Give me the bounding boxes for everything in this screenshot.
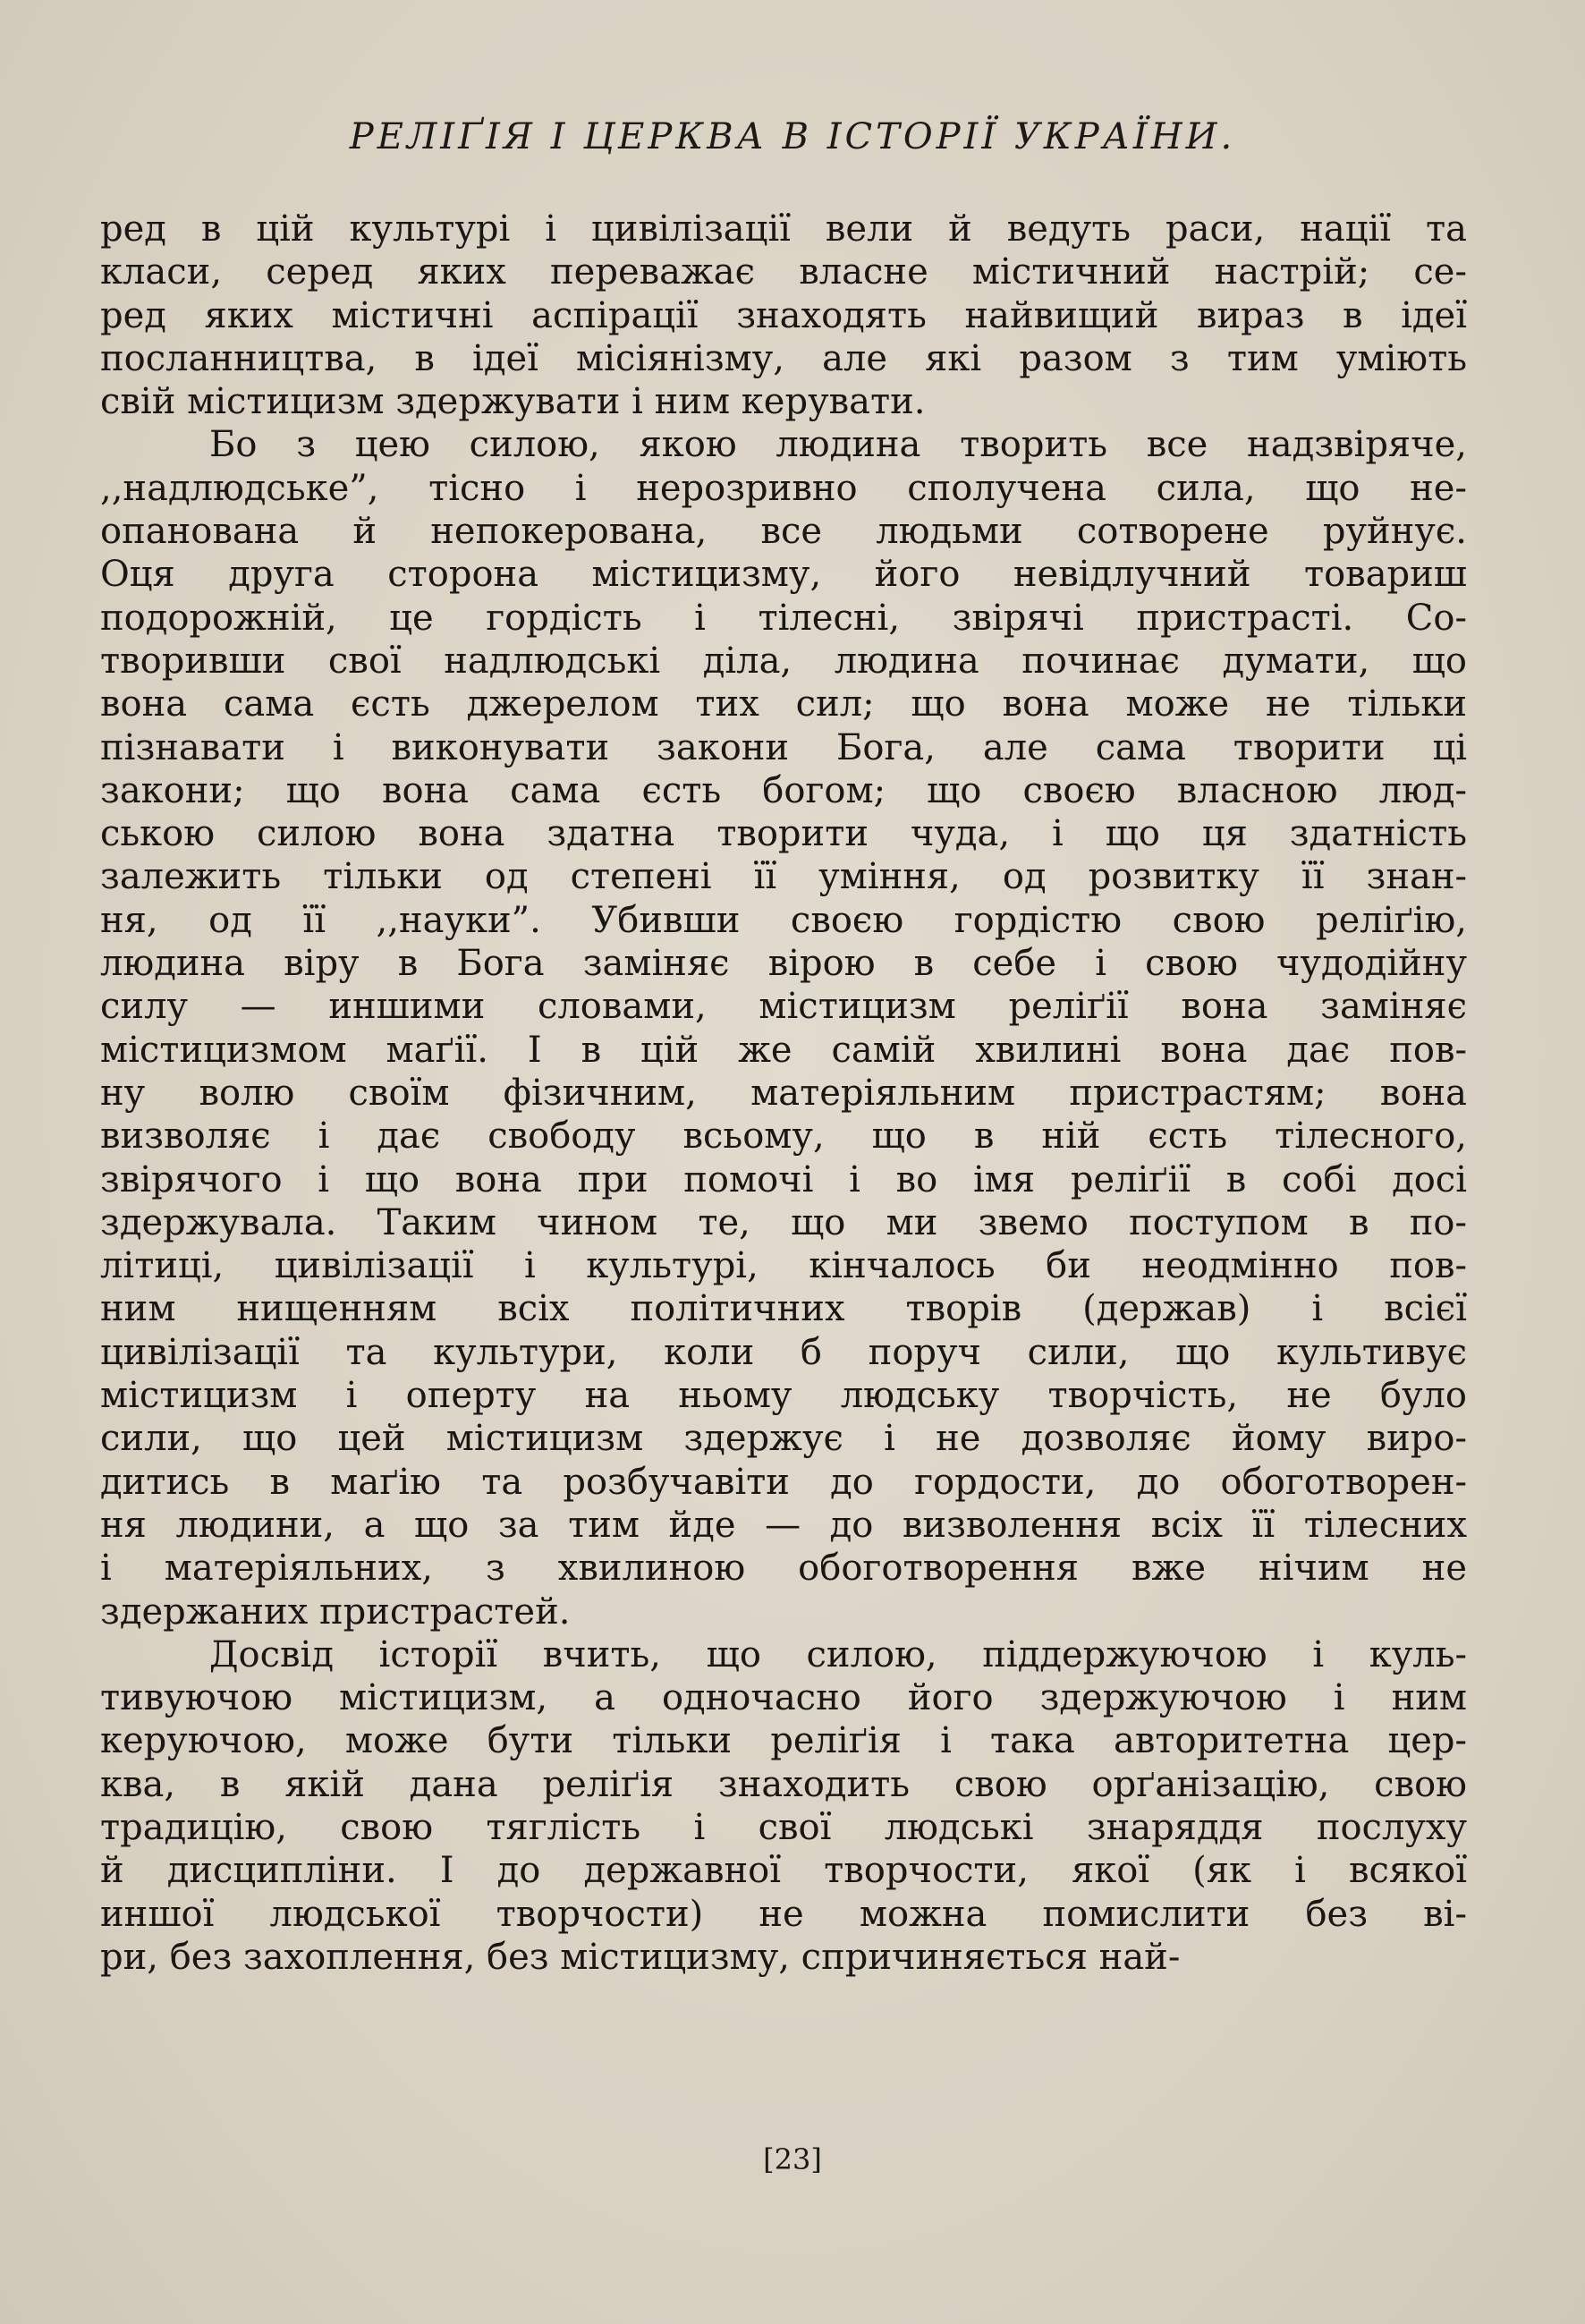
text-line: ред яких містичні аспірації знаходять найвищий вираз в ідеї	[100, 294, 1467, 336]
text-line: здержаних пристрастей.	[100, 1590, 571, 1633]
text-line: сили, що цей містицизм здержує і не дозволяє йому виро-	[100, 1418, 1467, 1460]
text-line: ну волю своїм фізичним, матеріяльним пристрастям; вона	[100, 1072, 1467, 1114]
text-line: Оця друга сторона містицизму, його невідлучний товариш	[100, 554, 1467, 596]
text-line: здержувала. Таким чином те, що ми звемо поступом в по-	[100, 1201, 1467, 1243]
text-line: дитись в маґію та розбучавіти до гордости, до обоготворен-	[100, 1461, 1467, 1503]
text-line: ня людини, а що за тим йде — до визволення всіх її тілесних	[100, 1504, 1467, 1546]
page-number: [23]	[763, 2142, 822, 2176]
text-line: керуючою, може бути тільки реліґія і така авторитетна цер-	[100, 1720, 1467, 1762]
text-line: тивуючою містицизм, а одночасно його здержуючою і ним	[100, 1677, 1467, 1719]
paragraph	[100, 423, 1467, 1633]
text-line: Досвід історії вчить, що силою, піддержуючою і куль-	[209, 1633, 1467, 1675]
text-line: і матеріяльних, з хвилиною обоготворення вже нічим не	[100, 1548, 1467, 1590]
text-line: ква, в якій дана реліґія знаходить свою орґанізацію, свою	[100, 1763, 1467, 1805]
text-line: Бо з цею силою, якою людина творить все надзвіряче,	[209, 424, 1467, 466]
text-line: містицизм і оперту на ньому людську творчість, не було	[100, 1375, 1467, 1417]
text-line: иншої людської творчости) не можна помислити без ві-	[100, 1893, 1467, 1935]
text-line: літиці, цивілізації і культурі, кінчалось би неодмінно пов-	[100, 1245, 1467, 1287]
text-line: цивілізації та культури, коли б поруч сили, що культивує	[100, 1331, 1467, 1373]
text-line: закони; що вона сама єсть богом; що своєю власною люд-	[100, 769, 1467, 811]
text-line: ред в цій культурі і цивілізації вели й ведуть раси, нації та	[100, 208, 1467, 250]
text-line: посланництва, в ідеї місіянізму, але які разом з тим уміють	[100, 337, 1467, 379]
text-line: класи, серед яких переважає власне містичний настрій; се-	[100, 251, 1467, 293]
text-line: традицію, свою тяглість і свої людські знаряддя послуху	[100, 1806, 1467, 1848]
text-line: ри, без захоплення, без містицизму, спричиняється най-	[100, 1936, 1181, 1978]
text-line: свій містицизм здержувати і ним керувати.	[100, 381, 926, 423]
text-line: силу — иншими словами, містицизм реліґії вона заміняє	[100, 986, 1467, 1028]
text-line: ним нищенням всіх політичних творів (держав) і всієї	[100, 1288, 1467, 1330]
text-line: визволяє і дає свободу всьому, що в ній єсть тілесного,	[100, 1115, 1467, 1158]
body-text	[100, 208, 1467, 1979]
text-line: вона сама єсть джерелом тих сил; що вона може не тільки	[100, 683, 1467, 725]
text-line: пізнавати і виконувати закони Бога, але сама творити ці	[100, 726, 1467, 768]
running-head: РЕЛІҐІЯ І ЦЕРКВА В ІСТОРІЇ УКРАЇНИ.	[349, 116, 1236, 157]
text-line: й дисципліни. І до державної творчости, якої (як і всякої	[100, 1850, 1467, 1892]
text-line: містицизмом маґії. І в цій же самій хвилині вона дає пов-	[100, 1029, 1467, 1071]
text-line: ня, од її ,,науки”. Убивши своєю гордістю свою реліґію,	[100, 899, 1467, 941]
text-line: ською силою вона здатна творити чуда, і що ця здатність	[100, 813, 1467, 855]
text-line: залежить тільки од степені її уміння, од розвитку її знан-	[100, 856, 1467, 898]
text-line: ,,надлюдське”, тісно і нерозривно сполучена сила, що не-	[100, 467, 1467, 509]
paragraph	[100, 208, 1467, 423]
text-line: подорожній, це гордість і тілесні, звірячі пристрасті. Со-	[100, 597, 1467, 639]
text-line: творивши свої надлюдські діла, людина починає думати, що	[100, 640, 1467, 682]
text-line: звірячого і що вона при помочі і во імя реліґії в собі досі	[100, 1158, 1467, 1200]
text-line: опанована й непокерована, все людьми сотворене руйнує.	[100, 511, 1467, 553]
paragraph	[100, 1633, 1467, 1979]
text-line: людина віру в Бога заміняє вірою в себе і свою чудодійну	[100, 943, 1467, 985]
